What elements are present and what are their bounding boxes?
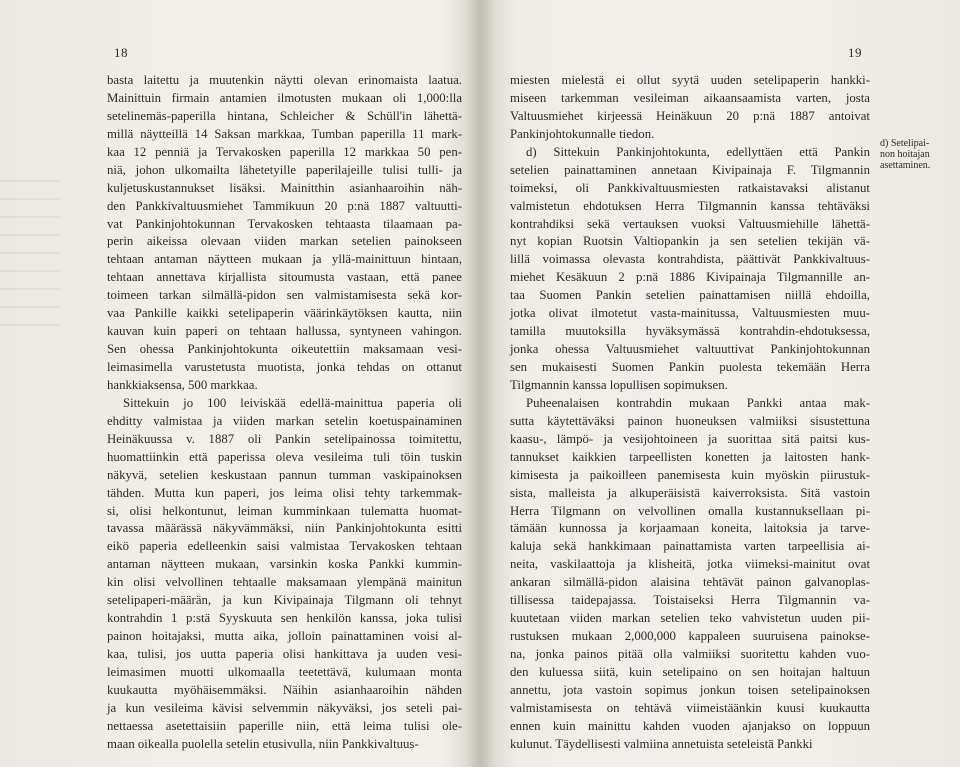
text-line: leimasimen muotti ulkomaalla teetettävä, kulumaan monta	[107, 664, 462, 679]
text-line: jotka olivat ilmotetut vasta-mainitussa, Valtuusmiesten muu-	[510, 306, 870, 321]
text-line: valmistetun ehdotuksen Herra Tilgmannin kanssa tehtäväksi	[510, 198, 870, 213]
text-line: taa Suomen Pankin setelien painattamisen niillä ehdoilla,	[510, 288, 870, 303]
text-line: kin olisi velvollinen tehtaalle maksamaan ylempänä mainitun	[107, 575, 462, 590]
text-line: kuukautta myöhäisemmäksi. Näihin asianhaaroihin nähden	[107, 682, 462, 697]
text-line: toimeen tarkan silmällä-pidon sen valmistamisesta sekä kor-	[107, 288, 462, 303]
text-line: Sittekuin jo 100 leiviskää edellä-mainittua paperia oli	[123, 395, 462, 410]
text-line: eikö paperia edelleenkin saisi valmistaa Tervakosken tehtaan	[107, 539, 462, 554]
text-line: miesten mielestä ei ollut syytä uuden setelipaperin hankki-	[510, 73, 870, 87]
text-line: valmistamisesta on tehtävä viimeistäänkin kuusi kuukautta	[510, 700, 870, 715]
text-line: sista, malleista ja alkuperäisistä kaiverroksista. Sitä vastoin	[510, 485, 870, 500]
text-line: ennen kuin mainittu kahden vuoden ajanjakso on loppuun	[510, 718, 870, 733]
text-line: millä näytteillä 14 Saksan markkaa, Tumban paperilla 11 mark-	[107, 126, 462, 141]
text-line: tannukset kaikkien tarpeellisten konetten ja laitosten hank-	[510, 449, 870, 464]
text-line: näkyvä, setelien keskustaan pannun tumman vaskipainoksen	[107, 467, 462, 482]
text-line: huomattiinkin että paperissa oleva vesileima tuli töin tuskin	[107, 449, 462, 464]
text-line: kuljetuskustannukset lisäksi. Mainitthin asianhaaroihin näh-	[107, 180, 462, 195]
text-line: setelinemäs-paperilla hintana, Schleicher & Schüll'in lähettä-	[107, 108, 462, 123]
text-line: neita, vaskilaattoja ja klisheitä, jotka viimeksi-mainitut ovat	[510, 557, 870, 572]
left-page-text	[107, 72, 462, 754]
text-line: kuutetaan viiden markan setelien teko vahvistetun uuden pii-	[510, 611, 870, 626]
text-line: tehtaan annettava kirjallista sitoumusta vastaan, että panee	[107, 270, 462, 285]
right-page	[482, 0, 960, 767]
text-line: Puheenalaisen kontrahdin mukaan Pankki antaa mak-	[526, 395, 870, 410]
margin-note-line: non hoitajan	[880, 149, 930, 160]
text-line: maan oikealla puolella setelin etusivulla, niin Pankkivaltuus-	[107, 736, 419, 751]
margin-note	[880, 138, 958, 171]
text-line: basta laitettu ja muutenkin näytti olevan erinomaista laatua.	[107, 73, 462, 87]
text-line: miseen tarkemman vesileiman aikaansaamista varten, josta	[510, 90, 870, 105]
text-line: kimisesta ja paikoilleen panemisesta kuin myöskin piirustuk-	[510, 467, 870, 482]
text-line: niä, johon ulkomailta lähetetyille paperilajeille tulisi tulli- ja	[107, 162, 462, 177]
text-line: Heinäkuussa v. 1887 oli Pankin setelipainossa toimitettu,	[107, 431, 462, 446]
page-number-right: 19	[848, 45, 862, 60]
text-line: kaasu-, lämpö- ja vesijohtoineen ja suorittaa sitä paitsi kus-	[510, 431, 870, 446]
text-line: ja kun vesileima kävisi selvemmin näkyväksi, jos seteli pai-	[107, 700, 462, 715]
text-line: toimeksi, oli Pankkivaltuusmiesten ratkaistavaksi alistanut	[510, 180, 870, 195]
text-line: kontrahdin 1 p:stä Syyskuuta sen henkilön kanssa, joka tulisi	[107, 611, 462, 626]
text-line: tehtaan antaman näytteen mukaan ja yllä-mainittuun hintaan,	[107, 252, 462, 267]
text-line: den Pankkivaltuusmiehet Tammikuun 20 p:nä 1887 valtuutti-	[107, 198, 462, 213]
text-line: Mainittuin firmain antamien ilmotusten mukaan oli 1,000:lla	[107, 90, 462, 105]
text-line: annettu, jota vastoin sopimus jonkun toisen setelipainoksen	[510, 682, 870, 697]
text-line: sen mukaisesti Suomen Pankin puolesta tekemään Herra	[510, 360, 870, 374]
text-line: den kuluessa siitä, kuin setelipaino on sen hoitajan haltuun	[510, 664, 870, 679]
text-line: setelipaperi-määrän, ja kun Kivipainaja Tilgmann oli tehnyt	[107, 593, 462, 608]
margin-note-line: d) Setelipai-	[880, 138, 930, 149]
text-line: d) Sittekuin Pankinjohtokunta, edellyttäen että Pankin	[526, 144, 870, 159]
text-line: tavassa määrässä näkyvämmäksi, niin Pankinjohtokunta esitti	[107, 521, 462, 536]
text-line: painon hoitajaksi, mutta aika, jolloin painattaminen voisi al-	[107, 629, 462, 644]
right-page-text	[510, 72, 870, 754]
text-line: Valtuusmiehet kirjeessä Heinäkuun 20 p:nä 1887 antoivat	[510, 108, 870, 123]
text-line: Pankinjohtokunnalle tiedon.	[510, 126, 655, 141]
text-line: rustuksen mukaan 2,000,000 kappaleen suuruisena painokse-	[510, 629, 870, 644]
text-line: nyt kopian Ruotsin Valtiopankin ja sen setelien tekijän vä-	[510, 234, 870, 249]
text-line: sutta käytettäväksi painon huoneuksen valmiiksi sisustettuna	[510, 413, 870, 428]
text-line: ankaran silmällä-pidon alaisina tehtävät painon galvanoplas-	[510, 575, 870, 590]
text-line: kaa, tulisi, jos uutta paperia olisi hankittava ja uuden vesi-	[107, 647, 462, 661]
text-line: tämään kunnossa ja korjaamaan koneita, laitoksia ja tarve-	[510, 521, 870, 536]
text-line: vat Pankinjohtokunnan Tervakosken tehtaasta tilaamaan pa-	[107, 216, 462, 231]
text-line: kauvan kuin paperi on tehtaan hallussa, syntyneen vahingon.	[107, 324, 462, 339]
text-line: nettaessa asetettaisiin paperille niin, että leima tulisi ole-	[107, 718, 462, 733]
text-line: Herra Tilgmann on velvollinen omalla kustannuksellaan pi-	[510, 503, 870, 518]
text-line: tamilla muutoksilla hyväksymässä kontrahdin-ehdotuksessa,	[510, 324, 870, 339]
text-line: setelien painattaminen annetaan Kivipainaja F. Tilgmannin	[510, 162, 870, 177]
text-line: perin aikeissa olevaan viiden markan setelien painokseen	[107, 234, 462, 249]
text-line: vaa Pankille kaikki setelipaperin väärinkäytöksen kautta, niin	[107, 306, 462, 321]
text-line: lillä voimassa olevasta kontrahdista, päättivät Pankkivaltuus-	[510, 252, 870, 267]
text-line: Tilgmannin kanssa lopullisen sopimuksen.	[510, 377, 728, 392]
text-line: leimasimella varustetusta muotista, jonka tehdas on ottanut	[107, 360, 462, 374]
text-line: antaman näytteen mukaan, varsinkin koska Pankki kummin-	[107, 557, 462, 572]
text-line: ehditty valmistaa ja viiden markan setelin koetuspainaminen	[107, 413, 462, 428]
text-line: kaa 12 penniä ja Tervakosken paperilla 12 markkaa 50 pen-	[107, 144, 462, 159]
text-line: Sen ohessa Pankinjohtokunta oikeutettiin maksamaan vesi-	[107, 342, 462, 357]
text-line: jonka ohessa Valtuusmiehet valtuuttivat Pankinjohtokunnan	[510, 342, 870, 357]
text-line: na, jonka painos pitää olla valmiiksi suoritettu kahden vuo-	[510, 647, 870, 661]
text-line: kulunut. Täydellisesti valmiina annetuista seteleistä Pankki	[510, 736, 813, 751]
text-line: si, olisi helkontunut, leiman kumminkaan tulematta huomat-	[107, 503, 462, 518]
text-line: kaluja sekä hankkimaan painattamista varten tarpeellisia ai-	[510, 539, 870, 554]
text-line: hankkiaksensa, 500 markkaa.	[107, 377, 258, 392]
page-number-left: 18	[114, 45, 128, 60]
text-line: miehet Kesäkuun 2 p:nä 1886 Kivipainaja Tilgmannille an-	[510, 270, 870, 285]
text-line: tillisessa taidepajassa. Toistaiseksi Herra Tilgmannin va-	[510, 593, 870, 608]
text-line: tähden. Mutta kun paperi, jos leima olisi tehty tarkemmak-	[107, 485, 462, 500]
text-line: kontrahdiksi sekä vertauksen vuoksi Valtuusmiehille lähettä-	[510, 216, 870, 231]
margin-note-line: asettaminen.	[880, 160, 931, 171]
